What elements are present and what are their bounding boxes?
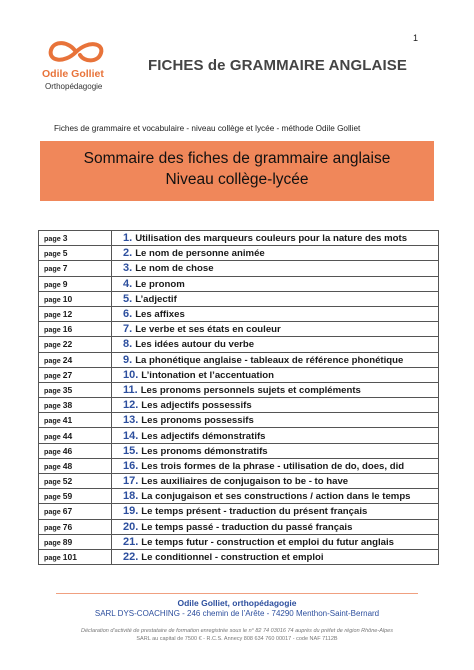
page-number: 1 [413, 33, 419, 43]
table-row [39, 549, 439, 564]
banner-title: Sommaire des fiches de grammaire anglaise [83, 150, 391, 167]
toc-page-number: 52 [62, 476, 73, 487]
toc-entry-cell [112, 337, 439, 352]
toc-entry-cell [112, 367, 439, 382]
toc-page-label: page [44, 385, 61, 395]
toc-page-label: page [44, 522, 61, 532]
toc-page-cell [39, 367, 112, 382]
toc-page-number: 9 [62, 278, 68, 289]
toc-entry-cell [112, 549, 439, 564]
toc-entry-number: 1. [123, 232, 133, 245]
table-row [39, 474, 439, 489]
table-row [39, 519, 439, 534]
table-row [39, 337, 439, 352]
toc-entry-number: 20. [123, 520, 139, 533]
toc-page-number: 76 [62, 521, 73, 532]
toc-page-number: 7 [62, 263, 68, 274]
toc-entry-number: 6. [123, 308, 133, 321]
toc-page-cell [39, 322, 112, 337]
toc-page-label: page [44, 401, 61, 411]
document-title: FICHES de GRAMMAIRE ANGLAISE [148, 57, 407, 74]
toc-entry-cell [112, 352, 439, 367]
toc-entry-number: 11. [123, 383, 138, 396]
toc-page-cell [39, 458, 112, 473]
toc-entry-title: Le temps passé - traduction du passé français [141, 521, 353, 533]
toc-entry-cell [112, 443, 439, 458]
toc-page-number: 22 [62, 339, 73, 350]
toc-page-number: 10 [62, 293, 73, 304]
toc-page-label: page [44, 416, 61, 426]
toc-page-cell [39, 428, 112, 443]
toc-entry-number: 9. [123, 353, 133, 366]
logo-tagline: Orthopédagogie [45, 82, 103, 91]
toc-page-cell [39, 306, 112, 321]
toc-entry-number: 3. [123, 262, 133, 275]
footer-name: Odile Golliet, orthopédagogie [177, 598, 297, 608]
footer-divider [56, 593, 418, 594]
toc-entry-title: Le temps présent - traduction du présent français [141, 506, 368, 518]
toc-entry-title: Les adjectifs possessifs [141, 400, 252, 412]
toc-entry-title: Les affixes [135, 309, 185, 321]
table-row [39, 322, 439, 337]
toc-page-cell [39, 519, 112, 534]
toc-entry-title: La phonétique anglaise - tableaux de référence phonétique [135, 354, 404, 366]
toc-entry-title: Les adjectifs démonstratifs [141, 430, 266, 442]
toc-entry-title: Les pronoms possessifs [141, 415, 254, 427]
table-row [39, 367, 439, 382]
table-row [39, 306, 439, 321]
toc-entry-cell [112, 519, 439, 534]
table-row [39, 276, 439, 291]
toc-page-label: page [44, 264, 61, 274]
table-row [39, 413, 439, 428]
toc-entry-cell [112, 458, 439, 473]
toc-entry-number: 17. [123, 475, 139, 488]
table-row [39, 398, 439, 413]
toc-entry-number: 5. [123, 292, 133, 305]
table-row [39, 246, 439, 261]
toc-entry-title: Les pronoms démonstratifs [141, 445, 268, 457]
table-row [39, 261, 439, 276]
toc-entry-title: Les auxiliaires de conjugaison to be - to have [141, 476, 349, 488]
toc-page-label: page [44, 446, 61, 456]
summary-banner [40, 141, 434, 201]
table-row [39, 352, 439, 367]
toc-entry-cell [112, 261, 439, 276]
toc-page-label: page [44, 340, 61, 350]
toc-page-number: 12 [62, 309, 73, 320]
toc-entry-number: 22. [123, 551, 139, 564]
toc-entry-title: Le nom de personne animée [135, 248, 265, 260]
toc-page-number: 27 [62, 369, 73, 380]
toc-entry-title: Le temps futur - construction et emploi du futur anglais [141, 536, 394, 548]
toc-page-number: 59 [62, 491, 73, 502]
toc-entry-number: 16. [123, 459, 139, 472]
toc-page-cell [39, 413, 112, 428]
toc-page-cell [39, 443, 112, 458]
toc-entry-cell [112, 231, 439, 246]
table-row [39, 534, 439, 549]
toc-entry-title: Le conditionnel - construction et emploi [141, 552, 324, 564]
toc-entry-title: Le nom de chose [135, 263, 214, 275]
toc-entry-cell [112, 291, 439, 306]
toc-entry-title: Les pronoms personnels sujets et compléments [140, 384, 361, 396]
toc-entry-cell [112, 246, 439, 261]
toc-page-number: 44 [62, 430, 73, 441]
table-row [39, 504, 439, 519]
toc-page-label: page [44, 355, 61, 365]
toc-page-label: page [44, 553, 61, 563]
toc-entry-cell [112, 504, 439, 519]
table-row [39, 489, 439, 504]
banner-level: Niveau collège-lycée [165, 171, 309, 188]
toc-page-cell [39, 261, 112, 276]
toc-page-label: page [44, 310, 61, 320]
toc-entry-cell [112, 428, 439, 443]
toc-entry-number: 13. [123, 414, 139, 427]
toc-entry-cell [112, 489, 439, 504]
toc-entry-number: 19. [123, 505, 139, 518]
toc-entry-number: 12. [123, 399, 139, 412]
toc-page-label: page [44, 477, 61, 487]
toc-entry-title: Le verbe et ses états en couleur [135, 324, 281, 336]
toc-entry-number: 7. [123, 323, 133, 336]
table-row [39, 428, 439, 443]
toc-page-label: page [44, 507, 61, 517]
toc-page-cell [39, 504, 112, 519]
toc-page-label: page [44, 492, 61, 502]
toc-page-number: 35 [62, 384, 73, 395]
toc-entry-cell [112, 398, 439, 413]
toc-page-number: 3 [62, 233, 68, 244]
table-of-contents [38, 230, 439, 565]
toc-page-label: page [44, 537, 61, 547]
toc-page-cell [39, 337, 112, 352]
toc-entry-title: Les idées autour du verbe [135, 339, 255, 351]
toc-page-number: 41 [62, 415, 73, 426]
toc-page-number: 38 [62, 400, 73, 411]
logo [42, 37, 112, 91]
logo-name: Odile Golliet [42, 68, 104, 80]
toc-entry-number: 21. [123, 535, 139, 548]
toc-entry-number: 18. [123, 490, 139, 503]
toc-page-number: 46 [62, 445, 73, 456]
toc-page-label: page [44, 461, 61, 471]
table-row [39, 291, 439, 306]
footer-address: SARL DYS-COACHING - 246 chemin de l’Arête - 74290 Menthon-Saint-Bernard [94, 609, 380, 618]
toc-entry-title: L’intonation et l’accentuation [141, 369, 275, 381]
toc-page-cell [39, 352, 112, 367]
toc-page-number: 101 [62, 552, 77, 563]
toc-page-number: 24 [62, 354, 73, 365]
footer-legal-company: SARL au capital de 7500 € - R.C.S. Annecy 808 634 760 00017 - code NAF 7112B [136, 636, 338, 642]
toc-entry-title: Les trois formes de la phrase - utilisation de do, does, did [141, 460, 405, 472]
table-row [39, 382, 439, 397]
toc-entry-number: 2. [123, 247, 133, 260]
toc-page-label: page [44, 249, 61, 259]
toc-page-label: page [44, 234, 61, 244]
toc-page-label: page [44, 294, 61, 304]
toc-page-number: 89 [62, 536, 73, 547]
toc-entry-title: Le pronom [135, 278, 185, 290]
toc-entry-title: La conjugaison et ses constructions / action dans le temps [141, 491, 411, 503]
footer-legal-declaration: Déclaration d’activité de prestataire de formation enregistrée sous le n° 82 74 03016 74 auprès du préfet de région Rhône-Alpes [81, 628, 393, 634]
toc-page-cell [39, 246, 112, 261]
toc-entry-cell [112, 322, 439, 337]
toc-page-cell [39, 382, 112, 397]
toc-page-number: 16 [62, 324, 73, 335]
infinity-logo-icon [44, 37, 108, 67]
toc-entry-number: 14. [123, 429, 139, 442]
toc-entry-number: 15. [123, 444, 139, 457]
toc-entry-cell [112, 474, 439, 489]
toc-page-label: page [44, 370, 61, 380]
toc-page-cell [39, 549, 112, 564]
toc-page-number: 48 [62, 460, 73, 471]
table-row [39, 443, 439, 458]
table-row [39, 231, 439, 246]
toc-page-label: page [44, 279, 61, 289]
document-subtitle: Fiches de grammaire et vocabulaire - niveau collège et lycée - méthode Odile Golliet [54, 124, 361, 133]
toc-entry-cell [112, 382, 439, 397]
toc-page-cell [39, 474, 112, 489]
table-row [39, 458, 439, 473]
toc-entry-title: L’adjectif [135, 293, 177, 305]
toc-entry-cell [112, 276, 439, 291]
toc-entry-cell [112, 306, 439, 321]
toc-page-cell [39, 489, 112, 504]
toc-page-number: 5 [62, 248, 68, 259]
toc-entry-number: 10. [123, 368, 139, 381]
toc-entry-number: 4. [123, 277, 133, 290]
toc-page-label: page [44, 431, 61, 441]
toc-page-label: page [44, 325, 61, 335]
toc-page-number: 67 [62, 506, 73, 517]
toc-page-cell [39, 231, 112, 246]
toc-entry-number: 8. [123, 338, 133, 351]
toc-entry-cell [112, 534, 439, 549]
toc-page-cell [39, 291, 112, 306]
toc-page-cell [39, 398, 112, 413]
toc-entry-cell [112, 413, 439, 428]
toc-page-cell [39, 534, 112, 549]
toc-entry-title: Utilisation des marqueurs couleurs pour la nature des mots [135, 233, 408, 245]
toc-page-cell [39, 276, 112, 291]
